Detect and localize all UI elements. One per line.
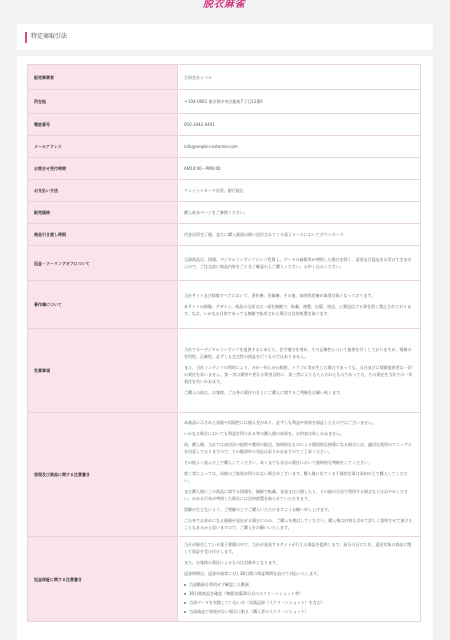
row-value-text: 〒104-0061 東京都中央区銀座7丁目13番6 [184,99,263,104]
row-value-text: また、当社コンテンツの利用により、万が一何らかの損害、トラブル等が生じた場合であっても、当社並びに情報提供者は一切の責任を負いません。第一者の損害や更なる利用目的に、第三者によりもたらされたものであっても、その責任を当社では一切責任を負いかねます。 [184,364,413,384]
row-value [178,136,421,158]
row-label: 電話番号 [28,114,178,136]
table-row [28,180,421,202]
table-row [28,537,421,622]
row-value-text: 本商品に示された表現や再現性には個人差があり、必ずしも利益や効果を保証したものではございません。 [184,419,377,425]
row-value [178,537,421,622]
row-label: 販売価格 [28,202,178,224]
row-value [178,90,421,114]
row-label: 表現及び商品に関する注意書き [28,413,178,537]
row-value-text: 当社が販売している電子書籍の中で、当社が発表するサイトが行える保証を提供します。前日の日にちを、返金対象の商品に関して保証を受け付けします。 [184,542,412,554]
row-value-text: 当社サイト及び情報すべてにおいて、著作権、肖像権、その他、知的財産権が取得対象となっております。 [184,293,376,298]
table-row [28,281,421,329]
row-value-text: 尚、購入後、当社では成功法の提供や教材の配送、資料的なものによる個別的な指導になる場合には、適切な使用のマニュアルを用意しておりますので、その範囲外の対応は承りかねますのでご了承ください。 [184,441,412,454]
row-value-text: 返金時期は、返金申請者に対し30日間の保証期間を設けて対応いたします。 [184,571,321,576]
row-label: メールアドレス [28,136,178,158]
row-value-text: info@ample-customer.com [184,144,238,149]
row-value [178,114,421,136]
row-value [178,202,421,224]
table-row [28,202,421,224]
row-value [178,329,421,413]
table-row [28,114,421,136]
row-value [178,224,421,246]
row-value-text: いかなる場合においても利益を得られる等の購入後の成果を、お約束は致しかねません。 [184,430,345,436]
row-value-text: 合同会社レベル [184,74,212,80]
row-value-text: 050-3442-0441 [184,122,215,127]
table-row [28,136,421,158]
list-item: 30日間商品を確認（物販実績30日分のスクリーンショット等） [184,590,414,597]
row-value-text: まだ購入後にこの商品に関する情報を、無断で転載、発表又は公開したり、その他の方法で利用する場合などはおやめください。かかる行為が判明した場合には法的措置を取らせていただきます。 [184,488,408,501]
table-row [28,158,421,180]
row-value [178,158,421,180]
table-row [28,65,421,90]
table-row [28,90,421,114]
table-row [28,246,421,281]
row-value-text: 代金決済完了後、直ちに購入画面以降に送付されてくる電子メールにおいてダウンロード [184,232,344,237]
table-row [28,224,421,246]
row-value-text: 第三者によっては、同様のご結果が得られない場合がございます。購入後に出てくる不満的な事は承知の上で購入してください。 [184,470,408,483]
row-value-text: 誤解が生じないよう、ご理解の上でご購入いただけますようお願い申し上げます。 [184,506,332,512]
content-panel [17,56,433,640]
row-label: 返金保証に関する注意書き [28,537,178,622]
row-value-text: 当該商品は、情報、デジタルコンテンツという性質上、データの破損等が判明した場合を除く、返金及び返品をお受けできませんので、ご注文前に商品内容をご十分ご確認の上ご購入ください。お申し込みください。 [184,257,412,269]
site-logo[interactable]: 脱衣麻雀 [203,0,245,10]
row-label: お問合せ受付時間 [28,158,178,180]
page-header [17,24,433,50]
row-value [178,246,421,281]
list-item: 当該データを実践していない分（実践記録（スクリーンショット）を含む） [184,599,414,606]
row-label: 商品引き渡し時期 [28,224,178,246]
list-item: 当該動画を利用せず確認した動画 [184,581,414,588]
row-value-text: また、お客様の責任によるものは対象外となります。 [184,560,280,565]
row-value-text: ご自身でお求めになる価値が見出せる場合にのみ、ご購入を検討してください。購入後は内容も含めて詳しく説明させて頂けることもあるかと思いますので、ご購入をお願いいたします。 [184,517,413,530]
row-value-text: クレジットカード決済、銀行振込 [184,188,244,193]
row-label: 販売事業者 [28,65,178,90]
table-row [28,329,421,413]
row-value [178,281,421,329]
bullet-list [184,581,414,615]
page-title: 特定商取引法 [31,33,68,40]
title-accent-bar [25,32,27,43]
row-label: 免責事項 [28,329,178,413]
legal-info-table [27,64,421,622]
row-label: 返金・クーリングオフについて [28,246,178,281]
row-label: お支払い方法 [28,180,178,202]
row-value-text: ご購入の前は、お客様、ご自身の責任のもとにご購入に関するご判断をお願い致します。 [184,389,344,395]
row-value [178,180,421,202]
row-value-text: 本サイトの画像、デザイン、商品の全部又は一部を無断で、転載、複製、出版、放送、公衆送信する事を固く禁止されております。なお、いかなる目的であっても無断で転用された場合は法的処置を取ります。 [184,304,412,316]
row-label: 所在地 [28,90,178,114]
row-label: 著作権について [28,281,178,329]
table-row [28,413,421,537]
row-value [178,413,421,537]
row-value-text: その他よく読んだ上で購入してください。あくまでも各自の責任において最終的な判断をしてください。 [184,459,372,465]
row-value-text: 購入前各ページをご参照ください。 [184,210,248,215]
row-value [178,65,421,90]
list-item: 当該商品で効果がない場合に限る（購入者のスクリーンショット） [184,608,414,615]
row-value-text: AM10:00～PM6:00 [184,166,221,171]
row-value-text: 当社でネ―デジタルコンテンツを提供するにあたり、法令遵守を努め、その正確性について最善を尽くしておりますが、情報の有用性、正確性、必ずしも完全性の保証を行うものではありません。 [184,346,412,359]
